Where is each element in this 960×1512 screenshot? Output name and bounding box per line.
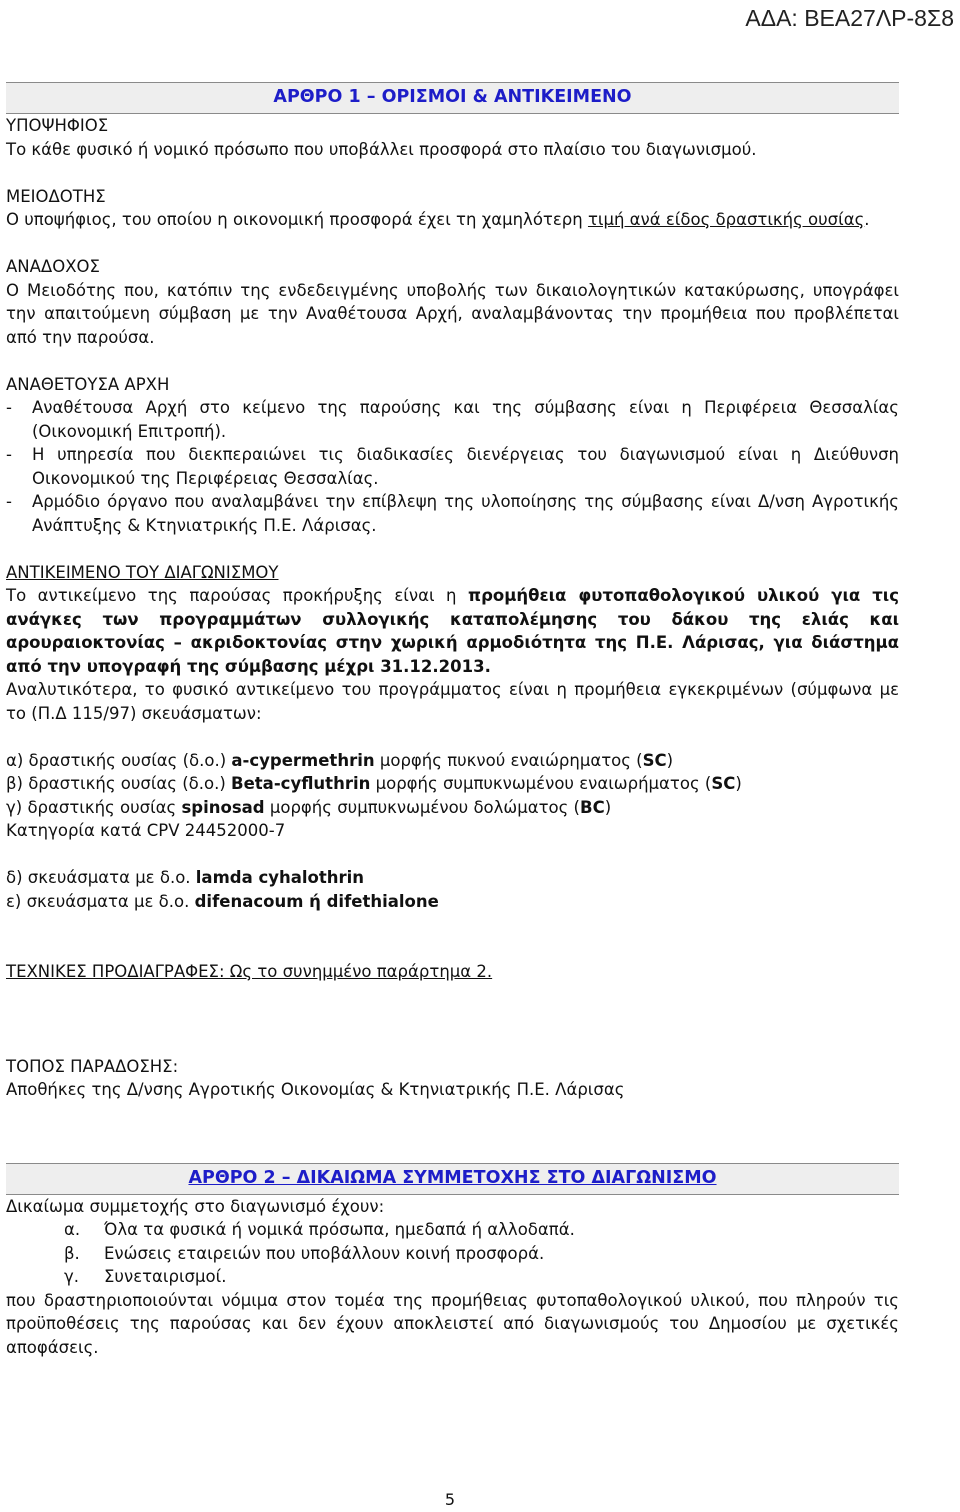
article-2-intro: Δικαίωμα συμμετοχής στο διαγωνισμό έχουν: — [6, 1196, 385, 1216]
item-text: μορφής συμπυκνωμένου εναιωρήματος ( — [370, 774, 712, 793]
item-text: ) — [735, 774, 742, 793]
article-1-title: ΑΡΘΡΟ 1 – ΟΡΙΣΜΟΙ & ΑΝΤΙΚΕΙΜΕΝΟ — [6, 82, 899, 114]
article-2-title — [6, 1163, 899, 1195]
list-marker: β. — [64, 1243, 80, 1263]
item-text: β) δραστικής ουσίας (δ.ο.) — [6, 774, 232, 793]
item-text: ε) σκευάσματα με δ.ο. — [6, 891, 195, 911]
anathetousa-item-text: Αρμόδιο όργανο που αναλαμβάνει την επίβλεψη της υλοποίησης της σύμβασης είναι Δ/νση Αγροτικής Ανάπτυξης & Κτηνιατρικής Π.Ε. Λάρισας. — [32, 492, 899, 535]
meiodotis-text-b: . — [864, 210, 870, 229]
anadoxos-text: Ο Μειοδότης που, κατόπιν της ενδεδειγμένης υποβολής των δικαιολογητικών κατακύρωσης, υπογράφει την απαιτούμενη σύμβαση με την Αναθέτουσα Αρχή, αναλαμβάνοντας την προμήθεια που προβλέπεται από την παρούσα. — [6, 280, 899, 347]
ada-code: ΑΔΑ: ΒΕΑ27ΛΡ-8Σ8 — [745, 5, 954, 31]
article-2-title-text: ΑΡΘΡΟ 2 – ΔΙΚΑΙΩΜΑ ΣΥΜΜΕΤΟΧΗΣ ΣΤΟ ΔΙΑΓΩΝΙΣΜΟ — [188, 1167, 717, 1188]
list-text: Όλα τα φυσικά ή νομικά πρόσωπα, ημεδαπά ή αλλοδαπά. — [104, 1220, 575, 1239]
antikeimeno-text — [6, 584, 899, 678]
topos-label: ΤΟΠΟΣ ΠΑΡΑΔΟΣΗΣ: — [6, 1056, 179, 1076]
item-substance: difenacoum ή difethialone — [194, 891, 439, 911]
analytika-text: Αναλυτικότερα, το φυσικό αντικείμενο του προγράμματος είναι η προμήθεια εγκεκριμένων (σύμφωνα με το (Π.Δ 115/97) σκευάσματων: — [6, 680, 899, 723]
article-2-closing: που δραστηριοποιούνται νόμιμα στον τομέα της προμήθειας φυτοπαθολογικού υλικού, που πληρούν τις προϋποθέσεις της παρούσας και δεν έχουν αποκλειστεί από διαγωνισμούς του Δημοσίου με σχετικές αποφάσεις. — [6, 1290, 899, 1357]
article-2-list-item — [6, 1265, 899, 1289]
meiodotis-label: ΜΕΙΟΔΟΤΗΣ — [6, 186, 106, 206]
item-substance: Beta-cyfluthrin — [231, 774, 371, 793]
list-text: Ενώσεις εταιρειών που υποβάλλουν κοινή προσφορά. — [104, 1243, 545, 1263]
document-page — [6, 82, 899, 1359]
item-text: ) — [666, 750, 674, 770]
antikeimeno-intro: Το αντικείμενο της παρούσας προκήρυξης είναι η — [6, 586, 469, 605]
item-text: μορφής συμπυκνωμένου δολώματος ( — [264, 797, 580, 817]
anathetousa-item-text: Η υπηρεσία που διεκπεραιώνει τις διαδικασίες διενέργειας του διαγωνισμού είναι η Διεύθυνση Οικονομικού της Περιφέρειας Θεσσαλίας. — [32, 445, 899, 488]
item-a — [6, 749, 899, 773]
tech-spec: ΤΕΧΝΙΚΕΣ ΠΡΟΔΙΑΓΡΑΦΕΣ: Ως το συνημμένο παράρτημα 2. — [6, 962, 493, 981]
ypopsifios-text: Το κάθε φυσικό ή νομικό πρόσωπο που υποβάλλει προσφορά στο πλαίσιο του διαγωνισμού. — [6, 139, 757, 159]
article-2-list-item — [6, 1242, 899, 1266]
topos-text: Αποθήκες της Δ/νσης Αγροτικής Οικονομίας & Κτηνιατρικής Π.Ε. Λάρισας — [6, 1080, 625, 1099]
item-c — [6, 796, 899, 820]
anathetousa-item: - Αναθέτουσα Αρχή στο κείμενο της παρούσης και της σύμβασης είναι η Περιφέρεια Θεσσαλίας (Οικονομική Επιτροπή). — [6, 396, 899, 443]
meiodotis-text-underlined: τιμή ανά είδος δραστικής ουσίας — [587, 210, 865, 229]
item-substance: spinosad — [181, 797, 265, 817]
item-text: μορφής πυκνού εναιώρηματος ( — [374, 750, 643, 770]
item-e — [6, 890, 899, 914]
item-b — [6, 772, 899, 796]
item-form: SC — [642, 750, 667, 770]
anathetousa-label: ΑΝΑΘΕΤΟΥΣΑ ΑΡΧΗ — [6, 374, 170, 394]
antikeimeno-bold: προμήθεια φυτοπαθολογικού υλικού για τις ανάγκες των προγραμμάτων συλλογικής καταπολέμησης του δάκου της ελιάς και αρουραιοκτονίας – ακριδοκτονίας στην χωρική αρμοδιότητα της Π.Ε. Λάρισας, για διάστημα από την υπογραφή της σύμβασης μέχρι 31.12.2013. — [6, 586, 899, 676]
anathetousa-item: - Αρμόδιο όργανο που αναλαμβάνει την επίβλεψη της υλοποίησης της σύμβασης είναι Δ/νση Αγροτικής Ανάπτυξης & Κτηνιατρικής Π.Ε. Λάρισας. — [6, 490, 899, 537]
item-substance: a-cypermethrin — [231, 750, 375, 770]
anathetousa-item-text: Αναθέτουσα Αρχή στο κείμενο της παρούσης και της σύμβασης είναι η Περιφέρεια Θεσσαλίας (Οικονομική Επιτροπή). — [32, 398, 899, 441]
meiodotis-text-a: Ο υποψήφιος, του οποίου η οικονομική προσφορά έχει τη χαμηλότερη — [6, 210, 588, 229]
item-text: γ) δραστικής ουσίας — [6, 797, 182, 817]
item-form: BC — [580, 797, 605, 817]
page-number: 5 — [444, 1490, 456, 1509]
item-d — [6, 866, 899, 890]
list-marker: γ. — [64, 1267, 80, 1286]
item-text: α) δραστικής ουσίας (δ.ο.) — [6, 750, 232, 770]
anadoxos-label: ΑΝΑΔΟΧΟΣ — [6, 257, 100, 276]
meiodotis-text — [6, 208, 899, 232]
item-substance: lamda cyhalothrin — [195, 868, 365, 887]
list-marker: α. — [64, 1220, 81, 1239]
item-text: δ) σκευάσματα με δ.ο. — [6, 868, 196, 887]
cpv-text: Κατηγορία κατά CPV 24452000-7 — [6, 821, 286, 840]
list-text: Συνεταιρισμοί. — [104, 1267, 227, 1286]
anathetousa-item: - Η υπηρεσία που διεκπεραιώνει τις διαδικασίες διενέργειας του διαγωνισμού είναι η Διεύθυνση Οικονομικού της Περιφέρειας Θεσσαλίας. — [6, 443, 899, 490]
item-text: ) — [604, 797, 612, 817]
item-form: SC — [711, 774, 736, 793]
antikeimeno-label: ΑΝΤΙΚΕΙΜΕΝΟ ΤΟΥ ΔΙΑΓΩΝΙΣΜΟΥ — [6, 562, 279, 582]
article-2-list-item — [6, 1218, 899, 1242]
ypopsifios-label: ΥΠΟΨΗΦΙΟΣ — [6, 116, 109, 135]
